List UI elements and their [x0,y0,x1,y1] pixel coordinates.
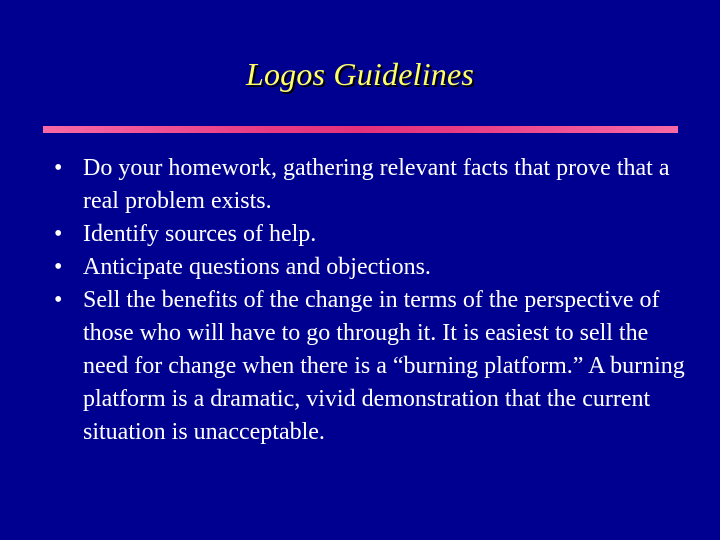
bullet-text: Do your homework, gathering relevant facts that prove that a real problem exists. [83,155,670,214]
slide-title: Logos Guidelines [245,56,475,92]
list-item [50,251,690,284]
bullet-icon: • [54,254,63,280]
bullet-icon: • [54,221,63,247]
bullet-icon: • [54,155,63,181]
bullet-text: Identify sources of help. [83,221,317,247]
list-item [50,152,690,218]
bullet-icon: • [54,287,63,313]
title-divider [43,126,678,133]
list-item [50,284,690,449]
bullet-text: Sell the benefits of the change in terms of the perspective of those who will have to go through it. It is easiest to sell the need for change when there is a “burning platform.” A burning platform is a dramatic, vivid demonstration that the current situation is unacceptable. [83,287,685,445]
bullet-list [50,152,690,449]
list-item [50,218,690,251]
bullet-text: Anticipate questions and objections. [83,254,431,280]
